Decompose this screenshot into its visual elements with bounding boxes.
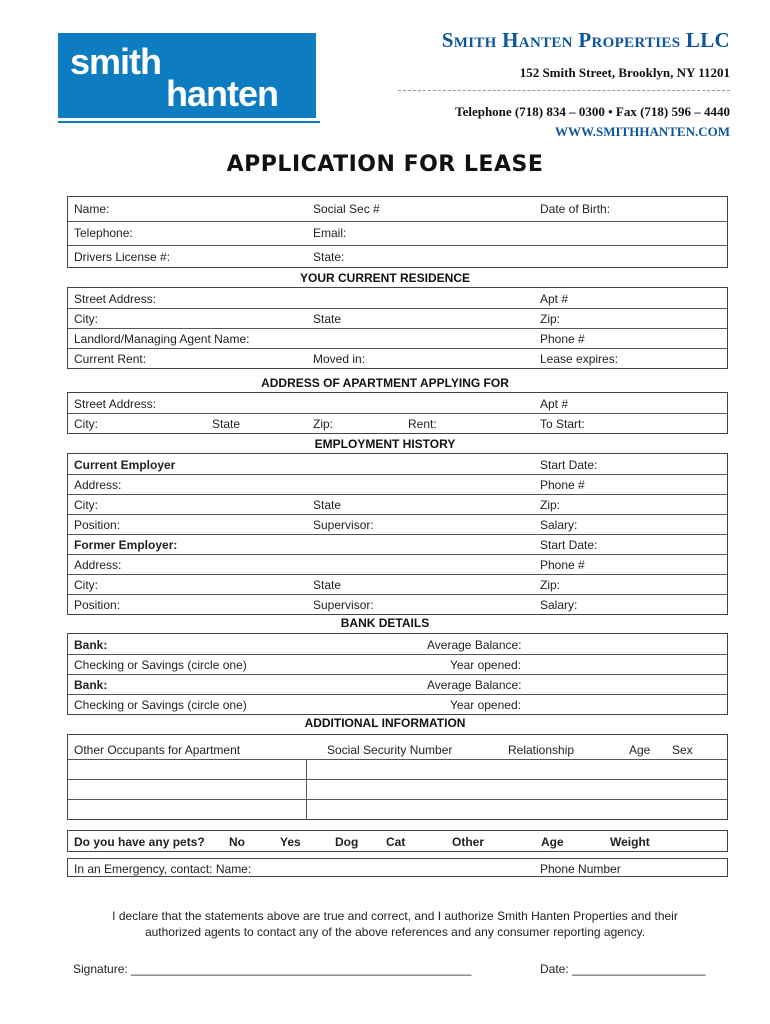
license-state-field[interactable]: State: <box>313 250 345 264</box>
former-salary-field[interactable]: Salary: <box>540 598 578 612</box>
current-start-date-field[interactable]: Start Date: <box>540 458 598 472</box>
moved-in-field[interactable]: Moved in: <box>313 352 366 366</box>
company-name: Smith Hanten Properties LLC <box>441 28 730 52</box>
pets-dog-option[interactable]: Dog <box>335 835 359 849</box>
declaration-text: I declare that the statements above are true and correct, and I authorize Smith Hanten Properties and their authorized agents to contact any of the above references and any consumer reporting agency. <box>112 909 678 939</box>
salary-field[interactable]: Salary: <box>540 518 578 532</box>
pets-other-option[interactable]: Other <box>452 835 485 849</box>
former-start-date-field[interactable]: Start Date: <box>540 538 598 552</box>
pet-weight-field[interactable]: Weight <box>610 835 650 849</box>
applying-state-field[interactable]: State <box>212 417 241 431</box>
section-additional-info: ADDITIONAL INFORMATION <box>304 716 466 730</box>
pets-box <box>67 830 728 852</box>
former-city-field[interactable]: City: <box>74 578 98 592</box>
emergency-box <box>67 858 728 877</box>
drivers-license-field[interactable]: Drivers License #: <box>74 250 171 264</box>
dob-field[interactable]: Date of Birth: <box>540 202 611 216</box>
emergency-name-field[interactable]: In an Emergency, contact: Name: <box>74 862 252 876</box>
position-field[interactable]: Position: <box>74 518 121 532</box>
divider <box>68 779 727 780</box>
pets-question: Do you have any pets? <box>74 835 205 849</box>
landlord-field[interactable]: Landlord/Managing Agent Name: <box>74 332 250 346</box>
employer-address-field[interactable]: Address: <box>74 478 122 492</box>
current-zip-field[interactable]: Zip: <box>540 312 561 326</box>
applying-rent-field[interactable]: Rent: <box>408 417 437 431</box>
bank-2-field[interactable]: Bank: <box>74 678 108 692</box>
divider <box>68 308 727 309</box>
current-rent-field[interactable]: Current Rent: <box>74 352 147 366</box>
bank-1-field[interactable]: Bank: <box>74 638 108 652</box>
former-address-field[interactable]: Address: <box>74 558 122 572</box>
divider <box>68 348 727 349</box>
bank-1-opened-field[interactable]: Year opened: <box>450 658 521 672</box>
bank-2-balance-field[interactable]: Average Balance: <box>427 678 522 692</box>
name-field[interactable]: Name: <box>74 202 110 216</box>
divider <box>68 221 727 222</box>
divider <box>68 554 727 555</box>
former-position-field[interactable]: Position: <box>74 598 121 612</box>
ssn-header: Social Security Number <box>327 743 453 757</box>
occupants-header: Other Occupants for Apartment <box>74 743 241 757</box>
former-state-field[interactable]: State <box>313 578 342 592</box>
divider <box>68 654 727 655</box>
divider <box>68 674 727 675</box>
former-phone-field[interactable]: Phone # <box>540 558 585 572</box>
pets-cat-option[interactable]: Cat <box>386 835 406 849</box>
logo-text-hanten: hanten <box>166 73 279 114</box>
bank-box <box>67 633 728 715</box>
bank-2-opened-field[interactable]: Year opened: <box>450 698 521 712</box>
divider <box>68 694 727 695</box>
bank-1-balance-field[interactable]: Average Balance: <box>427 638 522 652</box>
divider <box>68 594 727 595</box>
page-title: APPLICATION FOR LEASE <box>226 152 544 177</box>
divider <box>68 759 727 760</box>
section-employment: EMPLOYMENT HISTORY <box>314 437 456 451</box>
employer-city-field[interactable]: City: <box>74 498 98 512</box>
header-divider <box>398 90 730 91</box>
current-residence-box <box>67 287 728 369</box>
pets-no-option[interactable]: No <box>229 835 245 849</box>
applying-street-field[interactable]: Street Address: <box>74 397 157 411</box>
logo-text-smith: smith <box>70 41 162 82</box>
employer-state-field[interactable]: State <box>313 498 342 512</box>
social-sec-field[interactable]: Social Sec # <box>313 202 380 216</box>
divider <box>68 328 727 329</box>
supervisor-field[interactable]: Supervisor: <box>313 518 374 532</box>
section-current-residence: YOUR CURRENT RESIDENCE <box>299 271 470 285</box>
lease-expires-field[interactable]: Lease expires: <box>540 352 619 366</box>
divider <box>68 474 727 475</box>
employment-box <box>67 453 728 615</box>
employer-zip-field[interactable]: Zip: <box>540 498 561 512</box>
divider <box>68 413 727 414</box>
former-zip-field[interactable]: Zip: <box>540 578 561 592</box>
email-field[interactable]: Email: <box>313 226 347 240</box>
divider <box>68 494 727 495</box>
current-employer-field[interactable]: Current Employer <box>74 458 176 472</box>
divider <box>68 514 727 515</box>
divider <box>68 799 727 800</box>
column-divider <box>306 759 307 820</box>
emergency-phone-field[interactable]: Phone Number <box>540 862 621 876</box>
pet-age-field[interactable]: Age <box>541 835 564 849</box>
signature-line[interactable]: Signature: ___________________________________________________ <box>73 962 472 976</box>
current-street-field[interactable]: Street Address: <box>74 292 157 306</box>
former-supervisor-field[interactable]: Supervisor: <box>313 598 374 612</box>
occupants-table <box>67 734 728 820</box>
applying-city-field[interactable]: City: <box>74 417 98 431</box>
former-employer-field[interactable]: Former Employer: <box>74 538 178 552</box>
company-logo <box>58 33 316 118</box>
applying-zip-field[interactable]: Zip: <box>313 417 334 431</box>
current-city-field[interactable]: City: <box>74 312 98 326</box>
company-website[interactable]: WWW.SMITHHANTEN.COM <box>554 124 730 139</box>
section-applying-address: ADDRESS OF APARTMENT APPLYING FOR <box>261 376 509 390</box>
divider <box>68 574 727 575</box>
company-phone-fax: Telephone (718) 834 – 0300 • Fax (718) 596 – 4440 <box>455 104 730 119</box>
section-bank-details: BANK DETAILS <box>340 616 430 630</box>
current-state-field[interactable]: State <box>313 312 342 326</box>
bank-2-type-field[interactable]: Checking or Savings (circle one) <box>74 698 247 712</box>
applying-start-field[interactable]: To Start: <box>540 417 585 431</box>
employer-phone-field[interactable]: Phone # <box>540 478 585 492</box>
telephone-field[interactable]: Telephone: <box>74 226 133 240</box>
divider <box>68 245 727 246</box>
relationship-header: Relationship <box>508 743 575 757</box>
bank-1-type-field[interactable]: Checking or Savings (circle one) <box>74 658 247 672</box>
divider <box>68 534 727 535</box>
applying-apt-field[interactable]: Apt # <box>540 397 569 411</box>
applicant-box <box>67 196 728 268</box>
logo-underline <box>58 121 320 123</box>
company-address: 152 Smith Street, Brooklyn, NY 11201 <box>519 65 730 80</box>
sex-header: Sex <box>672 743 693 757</box>
date-line[interactable]: Date: ____________________ <box>540 962 706 976</box>
applying-box <box>67 392 728 434</box>
pets-yes-option[interactable]: Yes <box>280 835 301 849</box>
age-header: Age <box>629 743 651 757</box>
current-apt-field[interactable]: Apt # <box>540 292 569 306</box>
landlord-phone-field[interactable]: Phone # <box>540 332 585 346</box>
